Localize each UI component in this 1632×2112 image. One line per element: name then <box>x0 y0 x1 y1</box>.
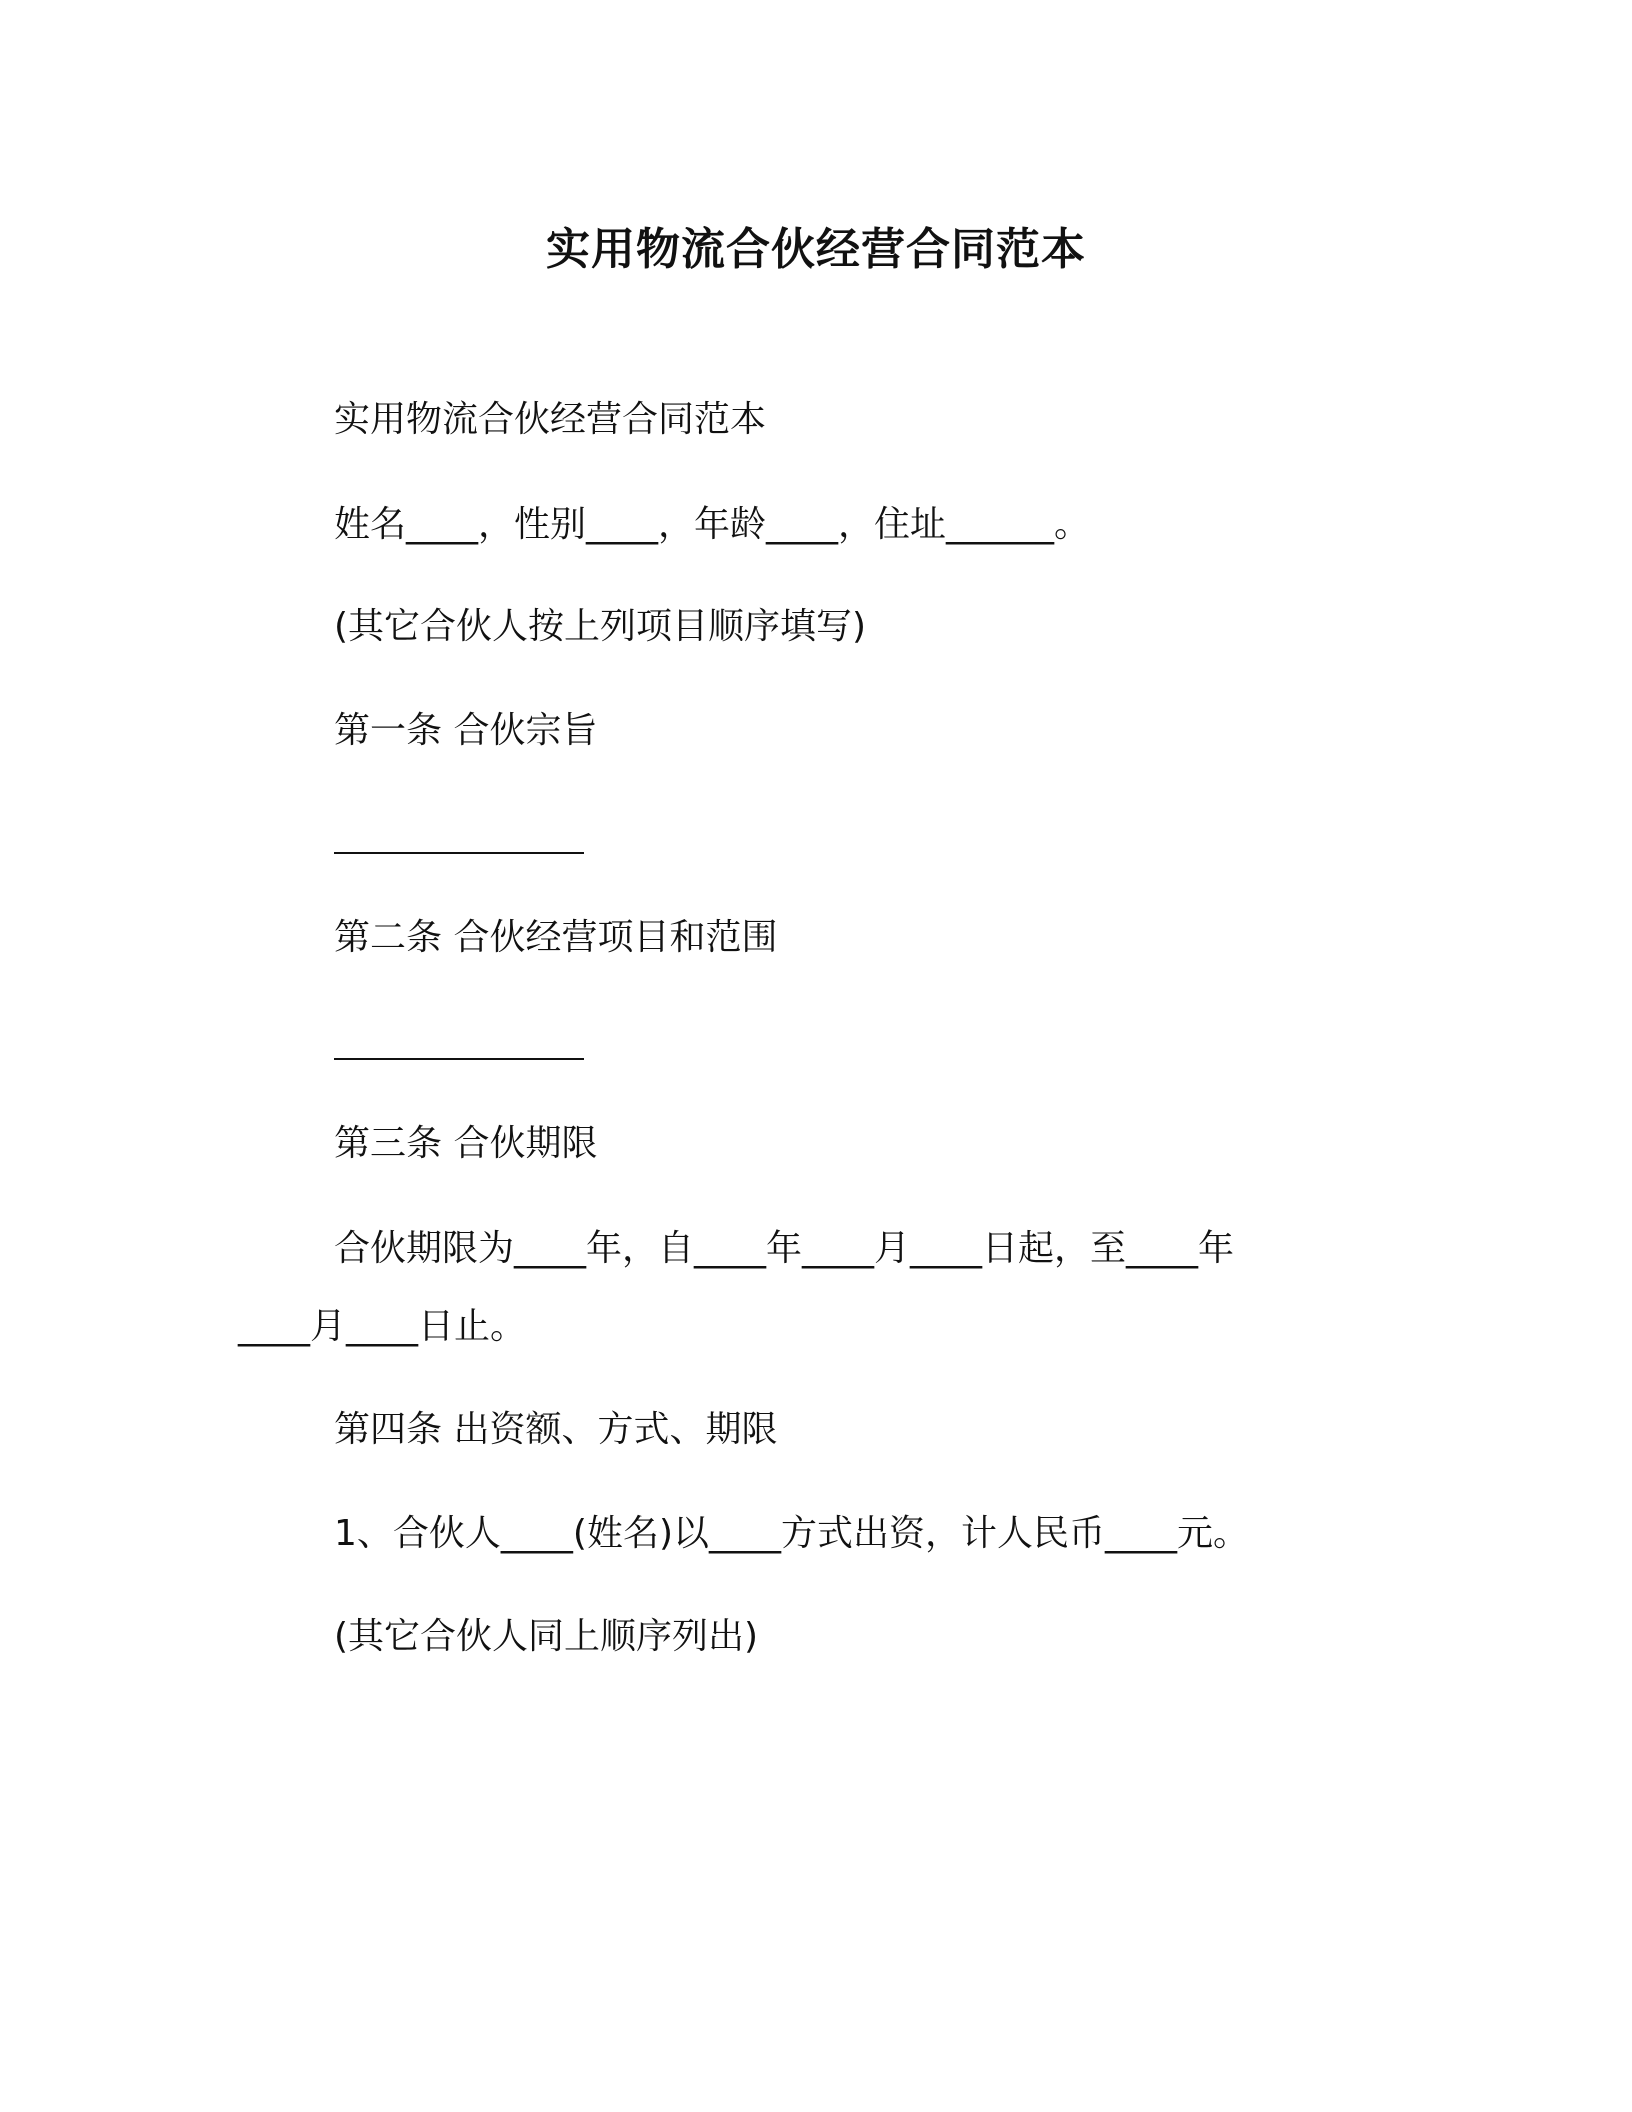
article-3-body-line-2: ____月____日止。 <box>238 1306 527 1347</box>
party-note: (其它合伙人按上列项目顺序填写) <box>334 606 867 647</box>
document-title: 实用物流合伙经营合同范本 <box>546 224 1086 275</box>
article-2-heading: 第二条 合伙经营项目和范围 <box>334 917 778 958</box>
article-3-body-line-1: 合伙期限为____年，自____年____月____日起，至____年 <box>334 1228 1235 1269</box>
article-3-heading: 第三条 合伙期限 <box>334 1123 598 1164</box>
article-4-note: (其它合伙人同上顺序列出) <box>334 1616 759 1657</box>
article-1-blank-line <box>334 852 584 854</box>
article-1-heading: 第一条 合伙宗旨 <box>334 710 598 751</box>
party-info-line: 姓名____，性别____，年龄____，住址______。 <box>334 504 1091 545</box>
article-4-item-1: 1、合伙人____(姓名)以____方式出资，计人民币____元。 <box>334 1513 1249 1554</box>
article-2-blank-line <box>334 1058 584 1060</box>
article-4-heading: 第四条 出资额、方式、期限 <box>334 1409 778 1450</box>
subtitle: 实用物流合伙经营合同范本 <box>334 399 767 440</box>
